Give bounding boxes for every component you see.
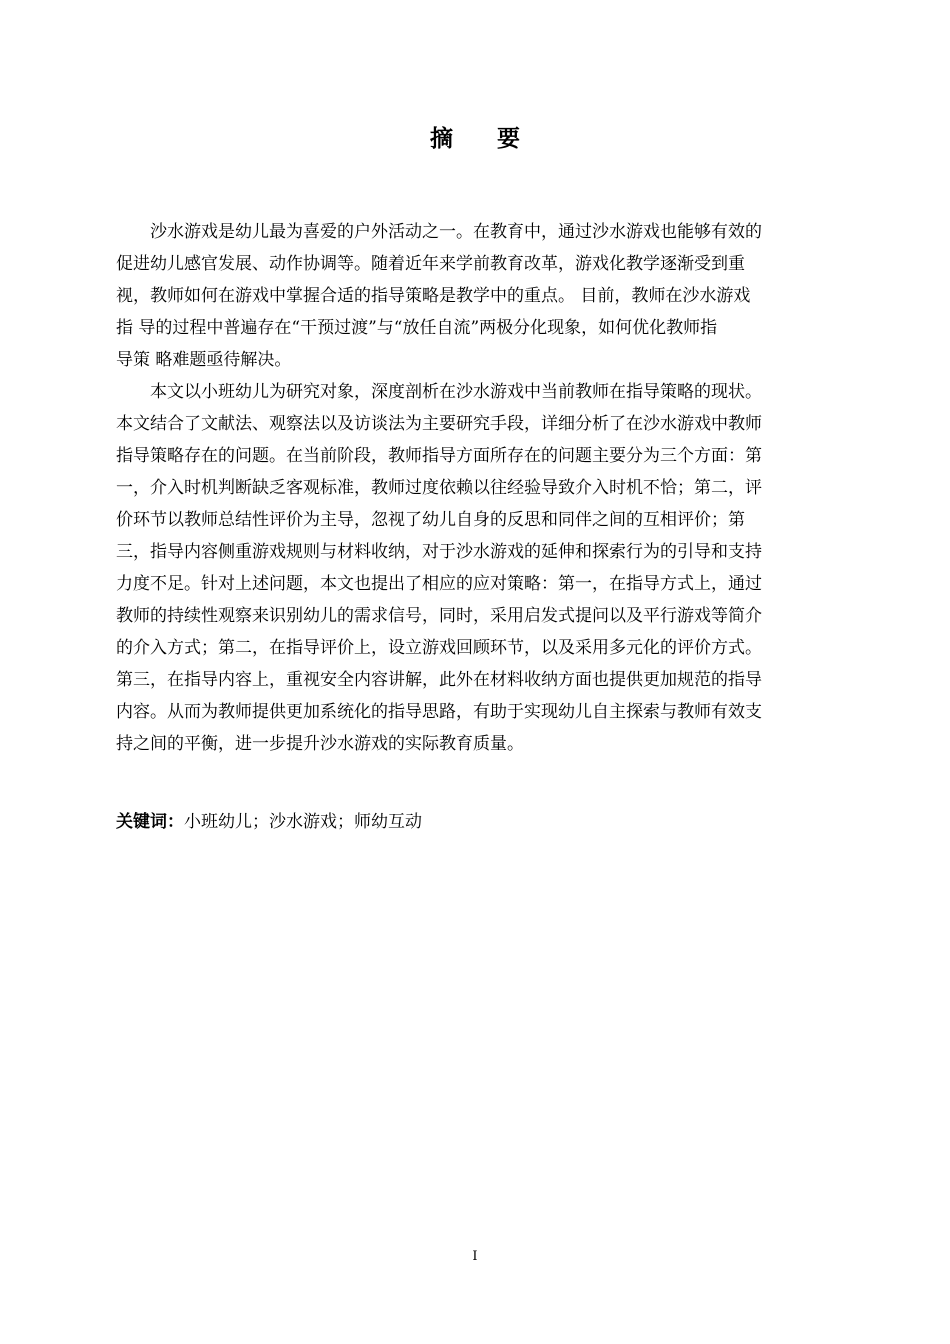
text-line: 沙水游戏是幼儿最为喜爱的户外活动之一。在教育中，通过沙水游戏也能够有效的 (150, 222, 762, 242)
keywords-value: 小班幼儿；沙水游戏；师幼互动 (184, 812, 422, 832)
text-line: 的介入方式；第二，在指导评价上，设立游戏回顾环节，以及采用多元化的评价方式。 (116, 638, 762, 658)
abstract-paragraph-2 (116, 376, 842, 760)
text-line: 导策 略难题亟待解决。 (116, 350, 292, 370)
text-line: 教师的持续性观察来识别幼儿的需求信号，同时，采用启发式提问以及平行游戏等简介 (116, 606, 762, 626)
text-line: 指 导的过程中普遍存在“干预过渡”与“放任自流”两极分化现象，如何优化教师指 (116, 318, 718, 338)
abstract-body (116, 216, 842, 760)
text-line: 视，教师如何在游戏中掌握合适的指导策略是教学中的重点。 目前，教师在沙水游戏 (116, 286, 751, 306)
text-line: 力度不足。针对上述问题，本文也提出了相应的应对策略：第一，在指导方式上，通过 (116, 574, 762, 594)
text-line: 一，介入时机判断缺乏客观标准，教师过度依赖以往经验导致介入时机不恰；第二，评 (116, 478, 762, 498)
text-line: 内容。从而为教师提供更加系统化的指导思路，有助于实现幼儿自主探索与教师有效支 (116, 702, 762, 722)
text-line: 本文以小班幼儿为研究对象，深度剖析在沙水游戏中当前教师在指导策略的现状。 (150, 382, 762, 402)
text-line: 促进幼儿感官发展、动作协调等。随着近年来学前教育改革，游戏化教学逐渐受到重 (116, 254, 745, 274)
text-line: 持之间的平衡，进一步提升沙水游戏的实际教育质量。 (116, 734, 524, 754)
text-line: 三，指导内容侧重游戏规则与材料收纳，对于沙水游戏的延伸和探索行为的引导和支持 (116, 542, 762, 562)
text-line: 指导策略存在的问题。在当前阶段，教师指导方面所存在的问题主要分为三个方面：第 (116, 446, 762, 466)
keywords-label: 关键词： (116, 812, 184, 832)
keywords-line (116, 808, 422, 836)
text-line: 价环节以教师总结性评价为主导，忽视了幼儿自身的反思和同伴之间的互相评价；第 (116, 510, 745, 530)
abstract-title: 摘 要 (429, 126, 538, 152)
page-number: I (472, 1249, 478, 1264)
text-line: 第三，在指导内容上，重视安全内容讲解，此外在材料收纳方面也提供更加规范的指导 (116, 670, 762, 690)
abstract-paragraph-1 (116, 216, 842, 376)
text-line: 本文结合了文献法、观察法以及访谈法为主要研究手段，详细分析了在沙水游戏中教师 (116, 414, 762, 434)
